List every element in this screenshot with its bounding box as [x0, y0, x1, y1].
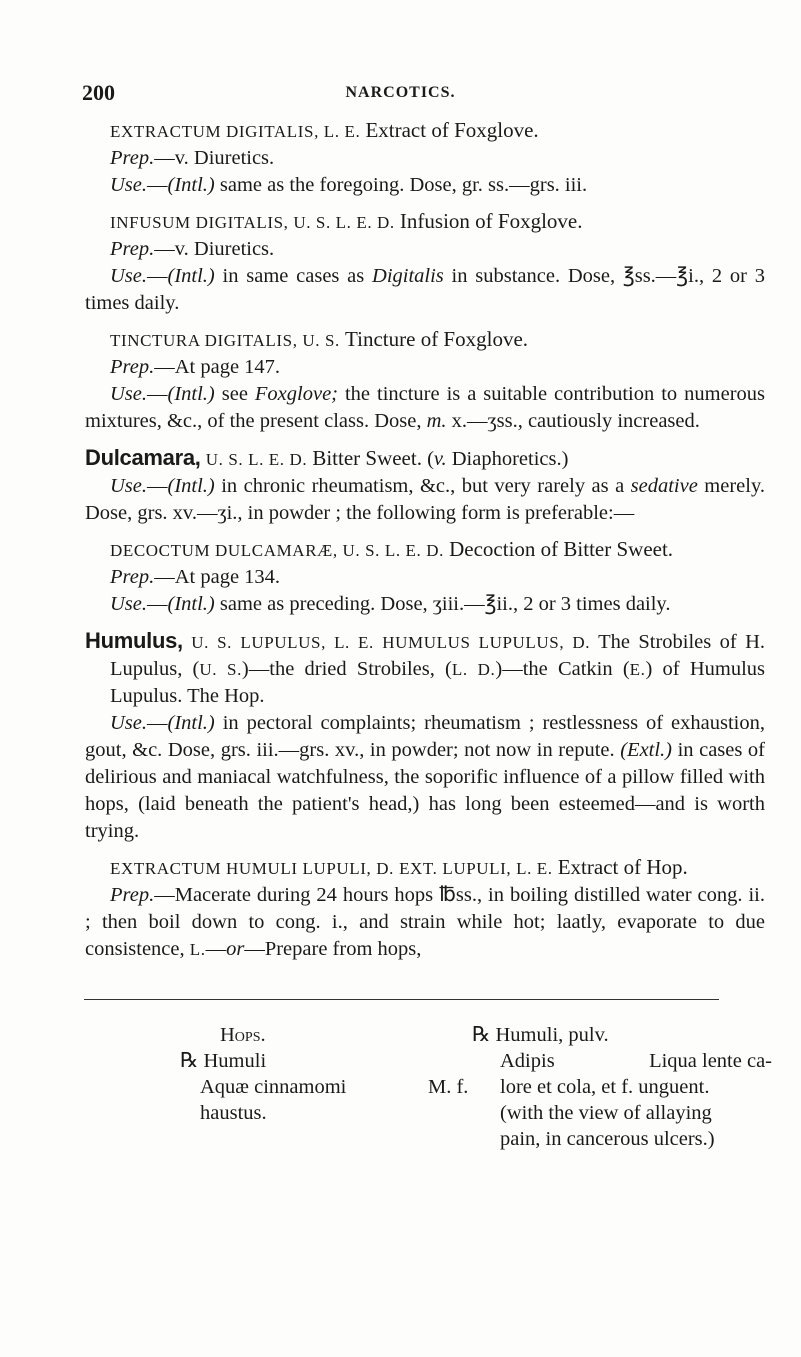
tinctura-digitalis-use: Use.—(Intl.) see Foxglove; the tincture is a suitable contribution to numerous mixtures, &c., of the present class. Dose, m. x.—ʒss., cautiously increased. — [85, 383, 765, 432]
formula-line: haustus. — [200, 1102, 267, 1124]
formula-hops-title: Hops. — [220, 1024, 266, 1046]
extractum-digitalis-use: Use.—(Intl.) same as the foregoing. Dose, gr. ss.—grs. iii. — [110, 174, 588, 196]
running-head: NARCOTICS. — [345, 84, 456, 101]
dulcamara-heading: Dulcamara, U. S. L. E. D. Bitter Sweet. (v. Diaphoretics.) — [85, 445, 569, 470]
decoctum-dulcamarae-prep: Prep.—At page 134. — [110, 566, 281, 588]
dulcamara-use: Use.—(Intl.) in chronic rheumatism, &c., but very rarely as a sedative merely. Dose, grs. xv.—ʒi., in powder ; the following form is preferable:— — [85, 475, 765, 524]
decoctum-dulcamarae-use: Use.—(Intl.) same as preceding. Dose, ʒiii.—℥ii., 2 or 3 times daily. — [110, 593, 671, 615]
formula-line: Aquæ cinnamomi — [200, 1076, 347, 1098]
formula-line: (with the view of allaying — [500, 1102, 712, 1124]
formula-line: Adipis Liqua lente ca- — [500, 1050, 772, 1072]
tinctura-digitalis-prep: Prep.—At page 147. — [110, 356, 281, 378]
section-divider — [84, 999, 719, 1000]
decoctum-dulcamarae-heading: DECOCTUM DULCAMARÆ, U. S. L. E. D. Decoction of Bitter Sweet. — [110, 537, 674, 561]
infusum-digitalis-prep: Prep.—v. Diuretics. — [110, 238, 275, 260]
formula-hops — [180, 1022, 440, 1126]
formula-line: pain, in cancerous ulcers.) — [500, 1128, 715, 1150]
infusum-digitalis-use: Use.—(Intl.) in same cases as Digitalis in substance. Dose, ℥ss.—℥i., 2 or 3 times daily. — [85, 265, 765, 314]
humulus-term: Humulus, — [85, 628, 183, 653]
extractum-humuli-prep: Prep.—Macerate during 24 hours hops ℔ss., in boiling distilled water cong. ii. ; then boil down to cong. i., and strain while hot; laatly, evaporate to due consistence, L.—or—Prepare from hops, — [85, 884, 765, 960]
tinctura-digitalis-heading: TINCTURA DIGITALIS, U. S. Tincture of Foxglove. — [110, 327, 529, 351]
page-number: 200 — [82, 80, 115, 105]
page-header — [0, 80, 801, 106]
humulus-heading: Humulus, U. S. LUPULUS, L. E. HUMULUS LUPULUS, D. The Strobiles of H. Lupulus, (U. S.)—the dried Strobiles, (L. D.)—the Catkin (E.) of Humulus Lupulus. The Hop. — [85, 628, 766, 707]
formula-mf: M. f. — [428, 1076, 469, 1098]
formula-ointment — [472, 1022, 772, 1152]
formula-line: ℞ Humuli — [180, 1050, 267, 1072]
page-body — [85, 117, 765, 963]
formula-line: ℞ Humuli, pulv. — [472, 1024, 609, 1046]
extractum-humuli-heading: EXTRACTUM HUMULI LUPULI, D. EXT. LUPULI, L. E. Extract of Hop. — [110, 855, 688, 879]
extractum-digitalis-prep: Prep.—v. Diuretics. — [110, 147, 275, 169]
infusum-digitalis-heading: INFUSUM DIGITALIS, U. S. L. E. D. Infusion of Foxglove. — [110, 209, 583, 233]
extractum-digitalis-heading: EXTRACTUM DIGITALIS, L. E. Extract of Foxglove. — [110, 118, 539, 142]
humulus-use: Use.—(Intl.) in pectoral complaints; rheumatism ; restlessness of exhaustion, gout, &c. Dose, grs. iii.—grs. xv., in powder; not now in repute. (Extl.) in cases of delirious and maniacal watchfulness, the soporific influence of a pillow filled with hops, (laid beneath the patient's head,) has long been esteemed—and is worth trying. — [85, 712, 765, 842]
formula-line: lore et cola, et f. unguent. — [500, 1076, 710, 1098]
dulcamara-term: Dulcamara, — [85, 445, 201, 470]
